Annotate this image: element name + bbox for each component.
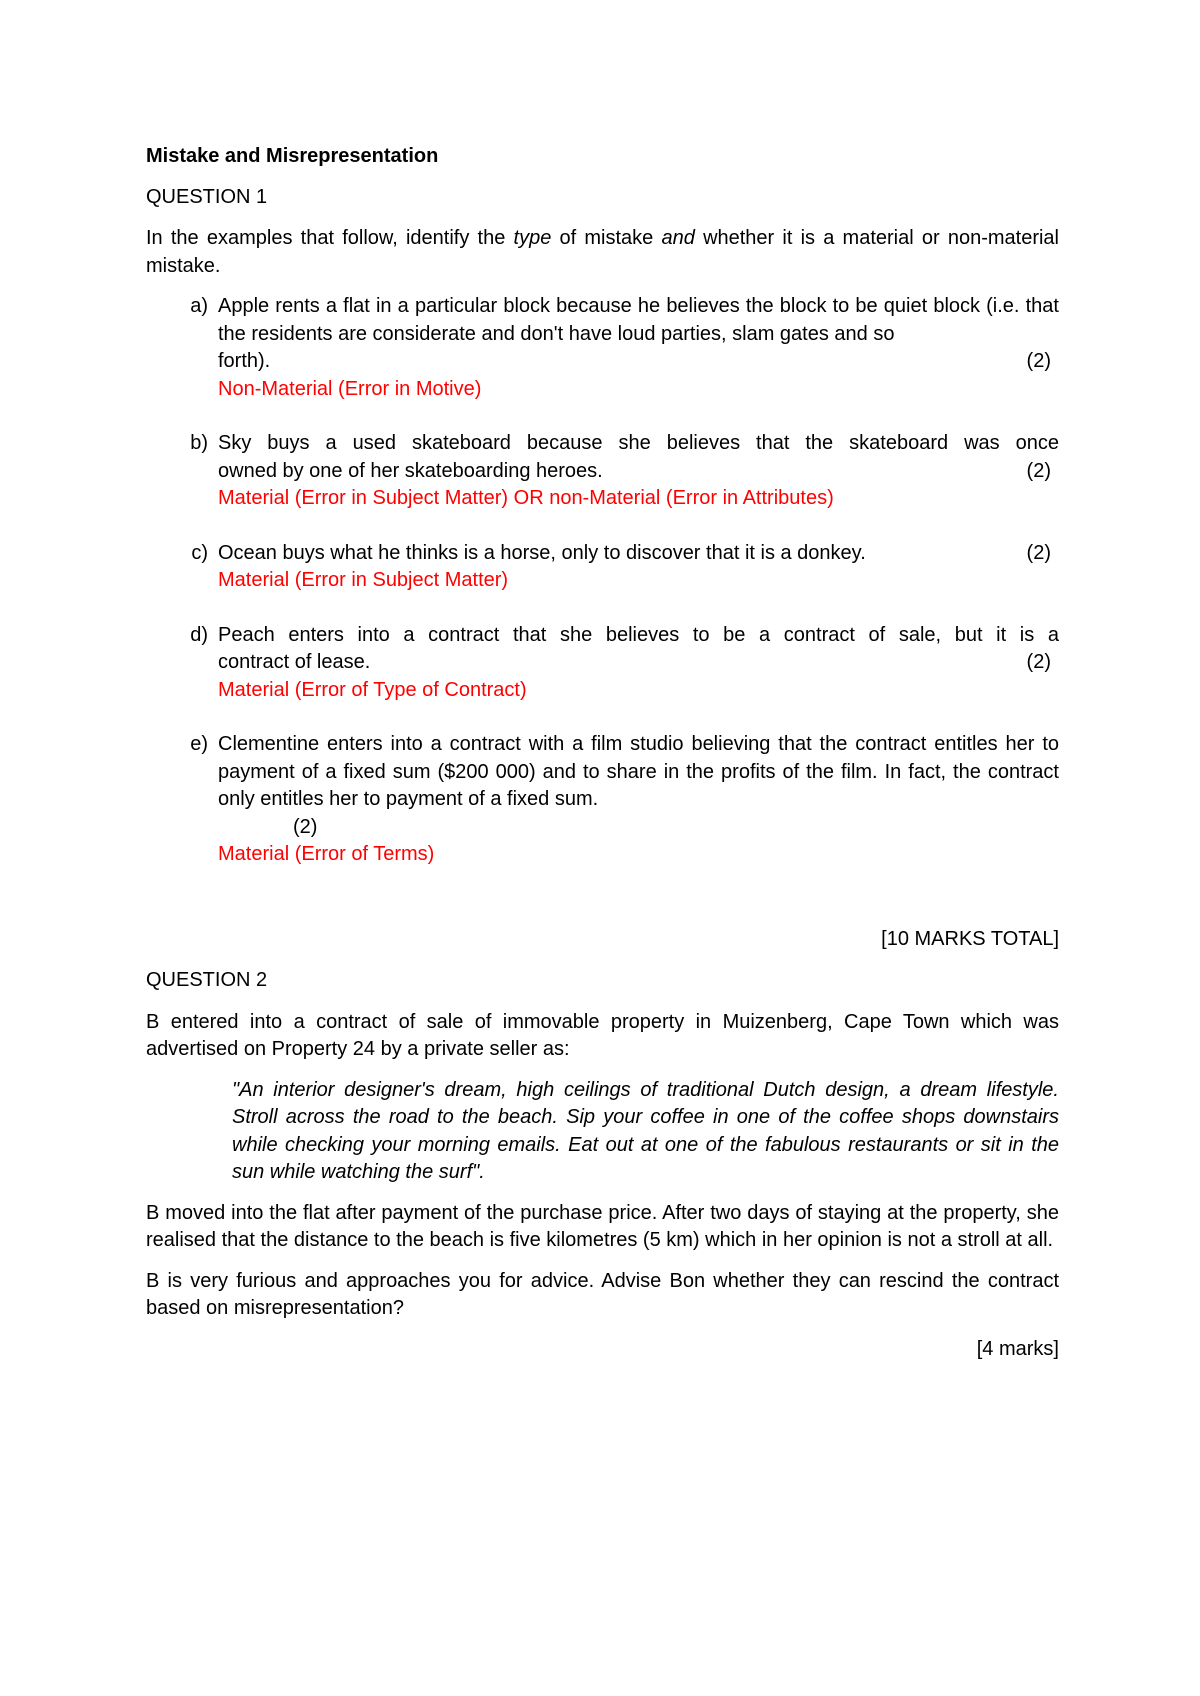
intro-text-middle: of mistake [551,227,662,249]
item-letter: b) [190,432,208,454]
intro-text-start: In the examples that follow, identify the [146,227,514,249]
item-body [218,622,1059,705]
item-text-last-line: Ocean buys what he thinks is a horse, only to discover that it is a donkey. [218,541,866,564]
item-last-line [218,540,1059,568]
item-letter: e) [190,733,208,755]
item-marks: (2) [1026,541,1051,564]
item-text: Clementine enters into a contract with a film studio believing that the contract entitles her to payment of a fixed sum ($200 000) and to share in the profits of the film. In fact, the contract only entitles her to payment of a fixed sum. [218,733,1059,810]
question-2-paragraph-2: B moved into the flat after payment of the purchase price. After two days of staying at the property, she realised that the distance to the beach is five kilometres (5 km) which in her opinion is not a stroll at all. [146,1201,1059,1251]
item-last-line [218,458,1059,486]
item-text: Sky buys a used skateboard because she believes that the skateboard was once [218,432,1059,454]
property-advert-quote: "An interior designer's dream, high ceilings of traditional Dutch design, a dream lifestyle. Stroll across the road to the beach. Sip your coffee in one of the coffee shops downstairs while checking your morning emails. Eat out at one of the fabulous restaurants or sit in the sun while watching the surf". [232,1078,1059,1183]
item-text: Apple rents a flat in a particular block because he believes the block to be quiet block (i.e. that the residents are considerate and don't have loud parties, slam gates and so [218,295,1059,345]
question-1-intro [146,225,1059,280]
question-1-items [146,293,1059,869]
item-text-last-line: contract of lease. [218,651,371,673]
document-title: Mistake and Misrepresentation [146,145,439,167]
item-letter: d) [190,623,208,646]
question-2-paragraph-3: B is very furious and approaches you for advice. Advise Bon whether they can rescind the contract based on misrepresentation? [146,1269,1059,1319]
item-letter: a) [190,295,208,317]
list-item [146,622,1059,705]
question-2-marks: [4 marks] [976,1337,1059,1360]
item-answer: Material (Error of Terms) [218,843,435,865]
item-body [218,731,1059,869]
item-text: Peach enters into a contract that she believes to be a contract of sale, but it is a [218,623,1059,646]
list-item [146,430,1059,513]
question-2-heading: QUESTION 2 [146,969,268,991]
item-marks: (2) [293,815,318,838]
item-text-last-line: forth). [218,350,271,372]
item-marks: (2) [1026,651,1051,673]
question-1-heading: QUESTION 1 [146,185,268,208]
item-body [218,293,1059,403]
question-1 [146,184,1059,954]
intro-text-end: whether it is a material or non-material mistake. [146,227,1059,277]
question-1-total-marks: [10 MARKS TOTAL] [881,927,1059,950]
list-item [146,540,1059,595]
item-marks: (2) [1026,350,1051,372]
item-answer: Non-Material (Error in Motive) [218,377,482,400]
question-2-paragraph-1: B entered into a contract of sale of immovable property in Muizenberg, Cape Town which was advertised on Property 24 by a private seller as: [146,1010,1059,1060]
intro-emphasis-type: type [513,227,552,249]
item-text-last-line: owned by one of her skateboarding heroes. [218,459,603,482]
item-body [218,430,1059,513]
item-answer: Material (Error in Subject Matter) [218,569,509,591]
question-2 [146,967,1059,1363]
item-last-line [218,649,1059,677]
item-answer: Material (Error of Type of Contract) [218,678,527,701]
item-letter: c) [191,541,208,564]
item-marks: (2) [1026,459,1051,482]
list-item [146,731,1059,869]
intro-emphasis-and: and [661,227,695,249]
item-answer: Material (Error in Subject Matter) OR non-Material (Error in Attributes) [218,487,834,509]
item-body [218,540,1059,595]
item-last-line [218,348,1059,376]
list-item [146,293,1059,403]
